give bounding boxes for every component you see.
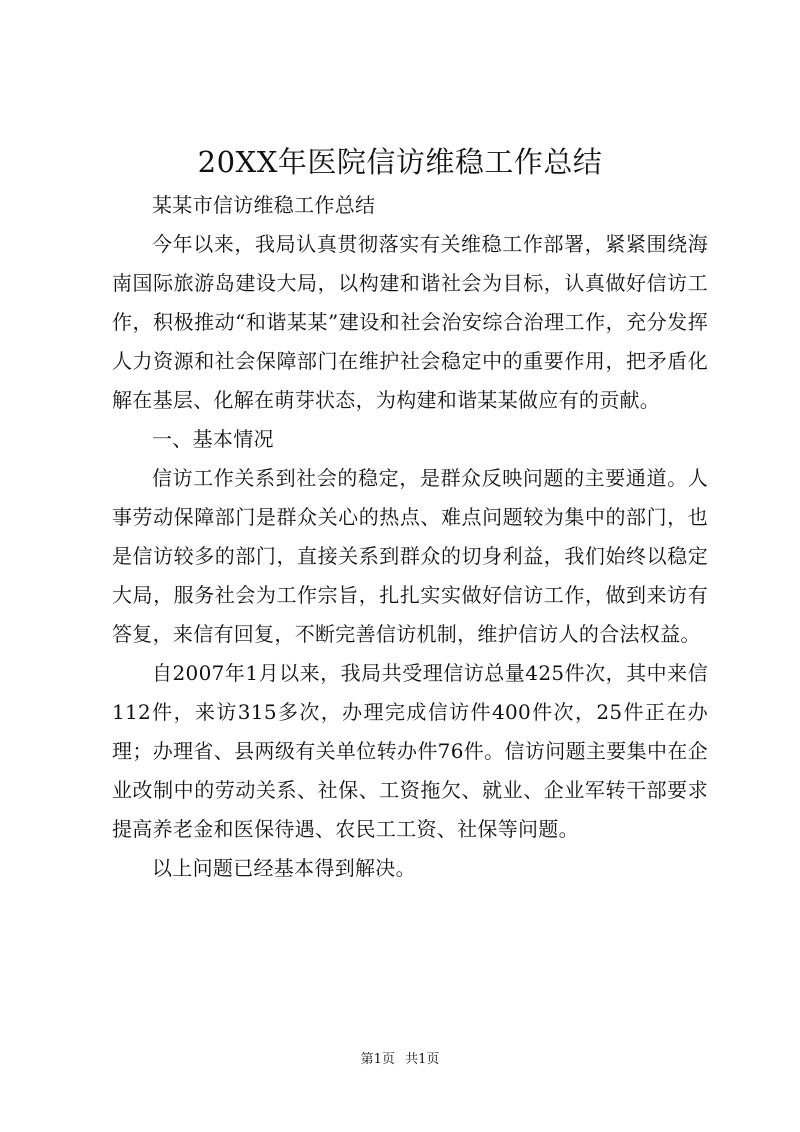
page-footer	[0, 1050, 800, 1070]
paragraph-subtitle: 某某市信访维稳工作总结	[152, 193, 376, 217]
page-total: 共1页	[405, 1052, 440, 1067]
paragraph-conclusion: 以上问题已经基本得到解决。	[152, 856, 416, 880]
page-number: 第1页	[360, 1052, 395, 1067]
paragraph-intro: 今年以来，我局认真贯彻落实有关维稳工作部署，紧紧围绕海南国际旅游岛建设大局，以构建和谐社会为目标，认真做好信访工作，积极推动“和谐某某”建设和社会治安综合治理工作，充分发挥人力资源和社会保障部门在维护社会稳定中的重要作用，把矛盾化解在基层、化解在萌芽状态，为构建和谐某某做应有的贡献。	[112, 232, 708, 412]
paragraph-petition-work: 信访工作关系到社会的稳定，是群众反映问题的主要通道。人事劳动保障部门是群众关心的热点、难点问题较为集中的部门，也是信访较多的部门，直接关系到群众的切身利益，我们始终以稳定大局，服务社会为工作宗旨，扎扎实实做好信访工作，做到来访有答复，来信有回复，不断完善信访机制，维护信访人的合法权益。	[112, 466, 708, 646]
paragraph-statistics: 自2007年1月以来，我局共受理信访总量425件次，其中来信112件，来访315多次，办理完成信访件400件次，25件正在办理；办理省、县两级有关单位转办件76件。信访问题主要集中在企业改制中的劳动关系、社保、工资拖欠、就业、企业军转干部要求提高养老金和医保待遇、农民工工资、社保等问题。	[112, 661, 708, 841]
section-heading-basic-situation: 一、基本情况	[152, 427, 274, 451]
document-body	[112, 186, 708, 888]
document-title: 20XX年医院信访维稳工作总结	[197, 145, 603, 179]
